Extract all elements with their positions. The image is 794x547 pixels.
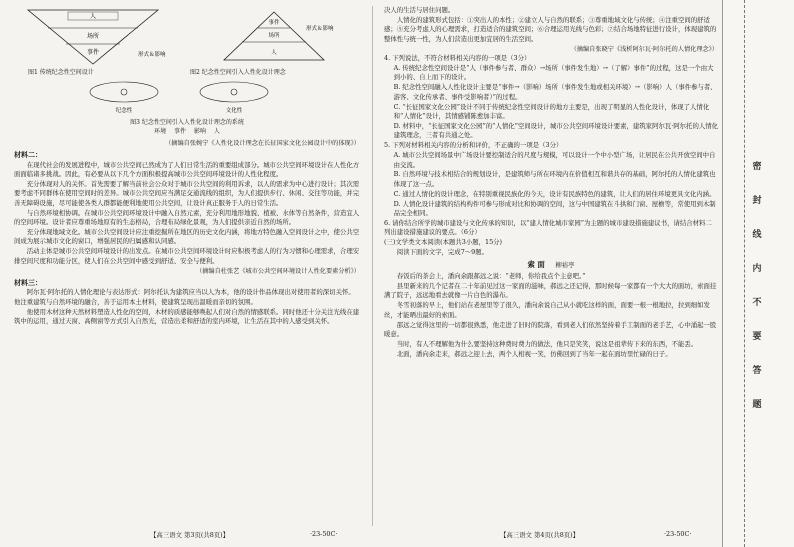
fig2-changsuo-label: 场所 [268,33,280,39]
fig2-ren-label: 人 [271,50,277,56]
story-para: 北面，潘向余走来，郝远之迎上去，两个人相视一笑，仿佛回到了当年一起在面坊里忙碌的日子。 [396,349,672,358]
fig2-xingshi-label: 形式＆影响 [306,26,334,32]
footer-right-label: 【高三语文 第4页(共8页)】 [500,531,580,539]
source-1: （摘编自张婉宁《人性化设计理念在长征国家文化公园设计中的体现》） [165,139,360,147]
m2-para: 充分体现地域文化。城市公共空间设计应注重挖掘所在地区的历史文化内涵，将地方特色融入空间设计之中，使公共空间成为展示城市文化的窗口，增强居民的归属感和认同感。 [14,227,360,246]
q5-option-b: B. 自然环境与技术相结合的规划设计，是建筑师与所在环境内在价值相互和谐共存的基础，阿尔托的人情化建筑也体现了这一点。 [393,170,716,188]
q5-option-d: D. 人情化设计建筑的结构构件可参与形成对比和协调的空间，这与中国建筑在斗拱和门窗、屋檐等，常使用到木制品完全相同。 [393,199,716,218]
q5-option-c: C. 通过人情化的设计理念，在特别重视民族化的今天，设计有民族特色的建筑，让人们的居住环境更具文化内涵。 [393,189,716,198]
m2-para: 活动主体是城市公共空间环境设计的出发点。在城市公共空间环境设计时应积极考虑人的行为习惯和心理需求，合理安排空间尺度和功能分区，使人们在公共空间中感受到舒适、安全与便利。 [14,247,360,265]
legend-influence: 影响 [193,128,206,136]
list-para: 人情化的建筑形式包括：①突出人的本性；②建立人与自然的联系；③尊重地域文化与传统；④注重空间的舒适感；⑤充分考虑人的心理需求，打造适合的建筑空间；⑥合理运用光线与色彩；⑦结合场地特征进行设计，体现建筑的整体性与统一性，为人们营造出更加宜居的生活空间。 [384,15,717,43]
source-3: （摘编自张晓宁《浅析阿尔瓦·阿尔托的人情化理念》） [570,45,718,53]
column-divider [372,6,373,526]
legend-person: 人 [213,128,220,136]
top-para: 决人的生活与居住问题。 [384,6,455,14]
figures-area [14,6,360,118]
footer-left [150,530,229,539]
left-column [14,6,360,327]
story-para: 冬雪初落的早上，他们站在老屋里等了很久，潘向余说自己从小就吃这样的面，面要一根一根地拉，拉到细如发丝，才能晒出最好的索面。 [384,301,710,319]
seal-char: 封 [752,196,762,206]
footer-left-label: 【高三语文 第3页(共8页)】 [150,531,230,539]
seal-char: 线 [752,230,762,240]
seal-char: 要 [752,332,762,342]
story-title-line [384,260,718,270]
fig3-caption: 图3 纪念性空间引入人性化设计理念的系统 [130,119,244,126]
q4-option-c: C. “长征国家文化公园”设计不同于传统纪念性空间设计的地方主要是，出现了明显的人性化设计，体现了人情化和“人情化”设计，其情感铺陈愈加丰富。 [393,102,710,120]
story-para: 县里新来的几个记者在二十年前见过这一家面的滋味，郝远之还记得，那时候每一家都有一个大大的面坊，索面挂满了院子，远远地看去就像一片白色的瀑布。 [384,281,717,300]
seal-char: 不 [752,298,762,308]
legend-event: 事件 [174,128,187,136]
m3-para: 他使用木材这种天然材料塑造人性化的空间，木材的质感能够唤起人们对自然的情感联系。同时他还十分关注光线在建筑中的运用，通过天窗、高侧窗等方式引入自然光，营造出柔和舒适的室内环境，让生活在其中的人感受到关怀。 [14,307,360,326]
section-3-intro: 阅读下面的文字，完成7～9题。 [396,248,489,257]
seal-text [750,150,764,422]
question-4: 4. 下列说法，不符合材料相关内容的一项是（3分） [384,54,531,63]
question-6: 6. 请你结合所学的城市建设与文化传承的知识，以“建人情化城市家园”为主题的城市建设措施建议书，请结合材料二列出建设措施建议的要点。（6分） [384,218,712,237]
question-5: 5. 下列对材料相关内容的分析和评价，不正确的一项是（3分） [384,141,563,150]
story-title: 索 面 [527,259,545,269]
source-2: （摘编自杜张艺《城市公共空间环境设计人性化要素分析》） [196,267,360,275]
seal-char: 题 [752,400,762,410]
section-3-title: (三)文学类文本阅读(本题共3小题，15分) [384,238,503,247]
q5-option-a: A. 城市公共空间场景中广场设计要控制适合的尺度与规模，可以设计一个中小型广场，让居民在公共开放空间中自由交流。 [393,151,716,169]
seal-char: 密 [752,162,762,172]
material-3-title: 材料三： [14,278,42,287]
q4-option-a: A. 传统纪念性空间设计是“人（事件参与者、群众）→场所（事件发生地）→（了解）事件”的过程，这是一个由大到小的、自上而下的设计。 [393,63,714,82]
fig3-wenhua-label: 文化性 [225,108,243,114]
m2-para: 与自然环境相协调。在城市公共空间环境设计中融入自然元素，充分利用地形地貌、植被、水体等自然条件，营造宜人的空间环境。设计者应尊重场地原有的生态格局，合理布局绿化景观，为人们提供亲近自然的场所。 [14,208,360,227]
fig2-shijian-label: 事件 [268,20,280,26]
figure-2 [214,6,344,68]
fig1-changsuo-label: 场所 [86,33,100,40]
seal-dashed-line [744,0,745,547]
seal-char: 答 [752,366,762,376]
story-para: 邵远之觉得这里的一切都很熟悉，他走进了旧时的院落，看到老人们依然坚持着手工制面的老手艺，心中涌起一股暖意。 [384,320,717,338]
fig3-jinian-label: 纪念性 [115,108,133,114]
story-author: 柳裕亭 [555,260,575,269]
footer-right-code: ·23-50C· [664,530,692,538]
material-2-title: 材料二： [14,150,42,160]
story-para: 春饭后的茶会上，潘向余跟郝远之说：“老师，你给我点个主意吧。” [396,271,586,280]
fig1-shijian-label: 事件 [86,49,100,56]
fig1-ren-label: 人 [89,13,97,20]
m2-para: 在现代社会的发展进程中，城市公共空间已然成为了人们日常生活的重要组成部分。城市公共空间环境设计在人性化方面面临诸多挑战。因此，有必要从以下几个方面积极提高城市公共空间环境设计的人性化程度。 [14,160,360,179]
fig1-xingshi-label: 形式＆影响 [138,52,166,58]
figure-1 [18,6,168,68]
m2-para: 充分体现对人的关怀。首先需要了解当前社会公众对于城市公共空间的利用诉求，以人的需求为中心进行设计；其次需要考虑不同群体在使用空间时的差异。城市公共空间应当满足交通流线的组织，为人们提供步行、休闲、交往等功能，并完善无障碍设施，尽可能使各类人群都能便利地使用公共空间，让设计真正服务于人的日常生活。 [14,179,360,207]
legend-environment: 环境 [154,128,167,136]
q4-option-b: B. 纪念性空间融入人性化设计主要是“事件→（影响）场所（事件发生地或相关环境）→（影响）人（事件参与者、游客、文化传承者、事件受影响者）”的过程。 [393,83,717,101]
footer-left-code: ·23-50C· [310,530,338,538]
figure-legend [14,127,360,136]
footer-right [500,530,579,539]
story-para: 当时，有人不理解他为什么要坚持这种费时费力的做法，他只是笑笑，说这是祖辈传下来的东西，不能丢。 [396,339,698,348]
right-column [384,6,718,360]
figure-3 [84,78,284,118]
fig2-caption: 图2 纪念性空间引入人性化设计理念 [190,69,286,76]
q4-option-d: D. 材料中，“长征国家文化公园”的“人情化”空间设计，城市公共空间环境设计要素，建筑家阿尔瓦·阿尔托的人情化建筑理念，三者有共通之处。 [393,121,719,140]
m3-para: 阿尔瓦·阿尔托的人情化理论与表达形式：阿尔托认为建筑应当以人为本，他的设计作品体现出对使用者的深切关怀。他注重建筑与自然环境的融合，善于运用本土材料，使建筑呈现出温暖而亲切的氛围。 [14,288,355,306]
seal-char: 内 [752,264,762,274]
fig1-caption: 图1 传统纪念性空间设计 [28,69,94,76]
